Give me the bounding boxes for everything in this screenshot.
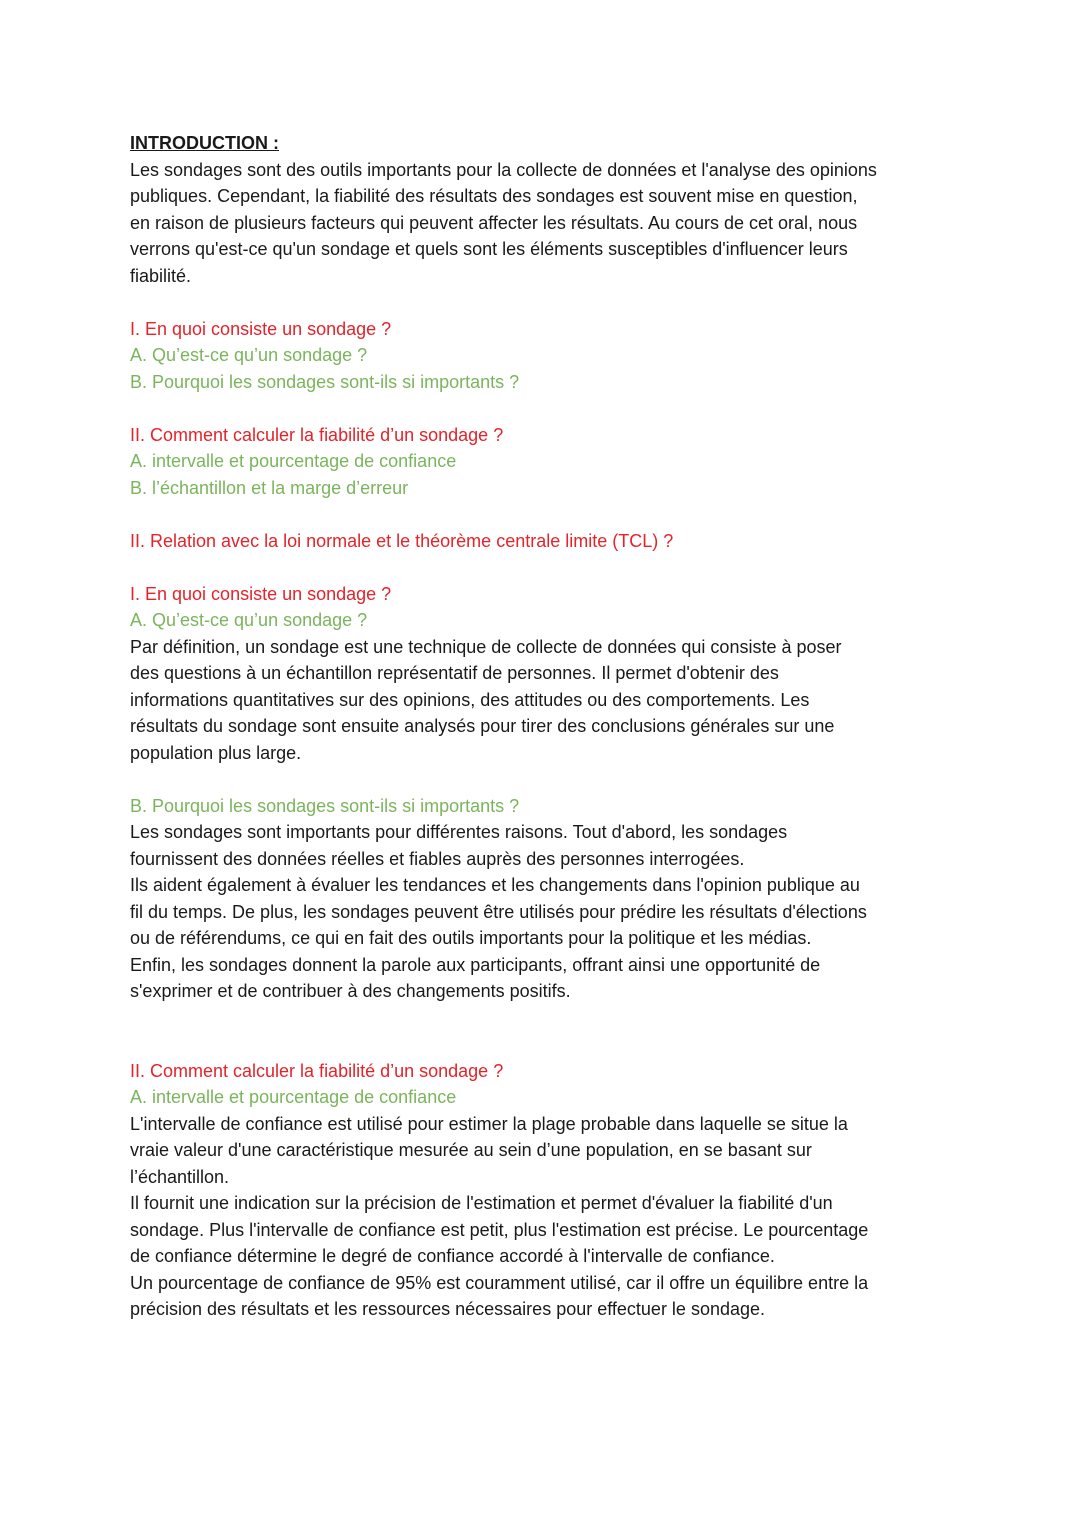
paragraph-line: vraie valeur d'une caractéristique mesurée au sein d’une population, en se basant sur (130, 1140, 812, 1160)
paragraph-line: ou de référendums, ce qui en fait des outils importants pour la politique et les médias. (130, 928, 812, 948)
section1-b-title: B. Pourquoi les sondages sont-ils si importants ? (130, 795, 520, 816)
paragraph-line: fil du temps. De plus, les sondages peuvent être utilisés pour prédire les résultats d'élections (130, 901, 867, 922)
paragraph-line: de confiance détermine le degré de confiance accordé à l'intervalle de confiance. (130, 1246, 775, 1266)
paragraph-line: Ils aident également à évaluer les tendances et les changements dans l'opinion publique au (130, 875, 860, 895)
outline-part1-a: A. Qu’est-ce qu’un sondage ? (130, 345, 368, 365)
paragraph-line: Les sondages sont importants pour différentes raisons. Tout d'abord, les sondages (130, 822, 788, 842)
paragraph-line: Il fournit une indication sur la précision de l'estimation et permet d'évaluer la fiabilité d'un (130, 1193, 833, 1213)
section2-title: II. Comment calculer la fiabilité d’un sondage ? (130, 1060, 504, 1081)
section1-title: I. En quoi consiste un sondage ? (130, 583, 392, 604)
outline-part2-b: B. l’échantillon et la marge d’erreur (130, 477, 409, 498)
intro-heading: INTRODUCTION : (130, 133, 279, 153)
paragraph-line: population plus large. (130, 742, 302, 763)
paragraph-line: Par définition, un sondage est une technique de collecte de données qui consiste à poser (130, 636, 842, 657)
paragraph-line: fournissent des données réelles et fiables auprès des personnes interrogées. (130, 848, 745, 869)
outline-part2-a: A. intervalle et pourcentage de confiance (130, 451, 457, 471)
paragraph-line: L'intervalle de confiance est utilisé pour estimer la plage probable dans laquelle se situe la (130, 1113, 848, 1134)
outline-part2-title: II. Comment calculer la fiabilité d’un sondage ? (130, 424, 504, 445)
section-2 (130, 1058, 960, 1323)
document-page (130, 130, 960, 1323)
section-1 (130, 581, 960, 1005)
intro-paragraph (130, 157, 960, 290)
outline-part3-title: II. Relation avec la loi normale et le théorème centrale limite (TCL) ? (130, 530, 674, 551)
paragraph-line: l’échantillon. (130, 1166, 230, 1187)
intro-line: publiques. Cependant, la fiabilité des résultats des sondages est souvent mise en question, (130, 186, 858, 206)
outline-part1-b: B. Pourquoi les sondages sont-ils si importants ? (130, 371, 520, 392)
intro-line: verrons qu'est-ce qu'un sondage et quels sont les éléments susceptibles d'influencer leurs (130, 239, 848, 259)
paragraph-line: Un pourcentage de confiance de 95% est couramment utilisé, car il offre un équilibre entre la (130, 1272, 869, 1293)
section2-a-title: A. intervalle et pourcentage de confiance (130, 1087, 457, 1107)
section1-a-title: A. Qu’est-ce qu’un sondage ? (130, 610, 368, 630)
paragraph-line: résultats du sondage sont ensuite analysés pour tirer des conclusions générales sur une (130, 716, 835, 736)
outline (130, 316, 960, 555)
paragraph-line: s'exprimer et de contribuer à des changements positifs. (130, 981, 571, 1001)
intro-line: Les sondages sont des outils importants pour la collecte de données et l'analyse des opinions (130, 159, 877, 180)
paragraph-line: sondage. Plus l'intervalle de confiance est petit, plus l'estimation est précise. Le pourcentage (130, 1219, 869, 1240)
paragraph-line: précision des résultats et les ressources nécessaires pour effectuer le sondage. (130, 1299, 766, 1319)
section1-b-paragraph (130, 819, 960, 1005)
section1-a-paragraph (130, 634, 960, 767)
intro-line: fiabilité. (130, 265, 192, 286)
section2-a-paragraph (130, 1111, 960, 1323)
paragraph-line: informations quantitatives sur des opinions, des attitudes ou des comportements. Les (130, 689, 810, 710)
intro-line: en raison de plusieurs facteurs qui peuvent affecter les résultats. Au cours de cet oral, nous (130, 212, 858, 233)
paragraph-line: des questions à un échantillon représentatif de personnes. Il permet d'obtenir des (130, 663, 779, 683)
outline-part1-title: I. En quoi consiste un sondage ? (130, 318, 392, 339)
paragraph-line: Enfin, les sondages donnent la parole aux participants, offrant ainsi une opportunité de (130, 954, 821, 975)
